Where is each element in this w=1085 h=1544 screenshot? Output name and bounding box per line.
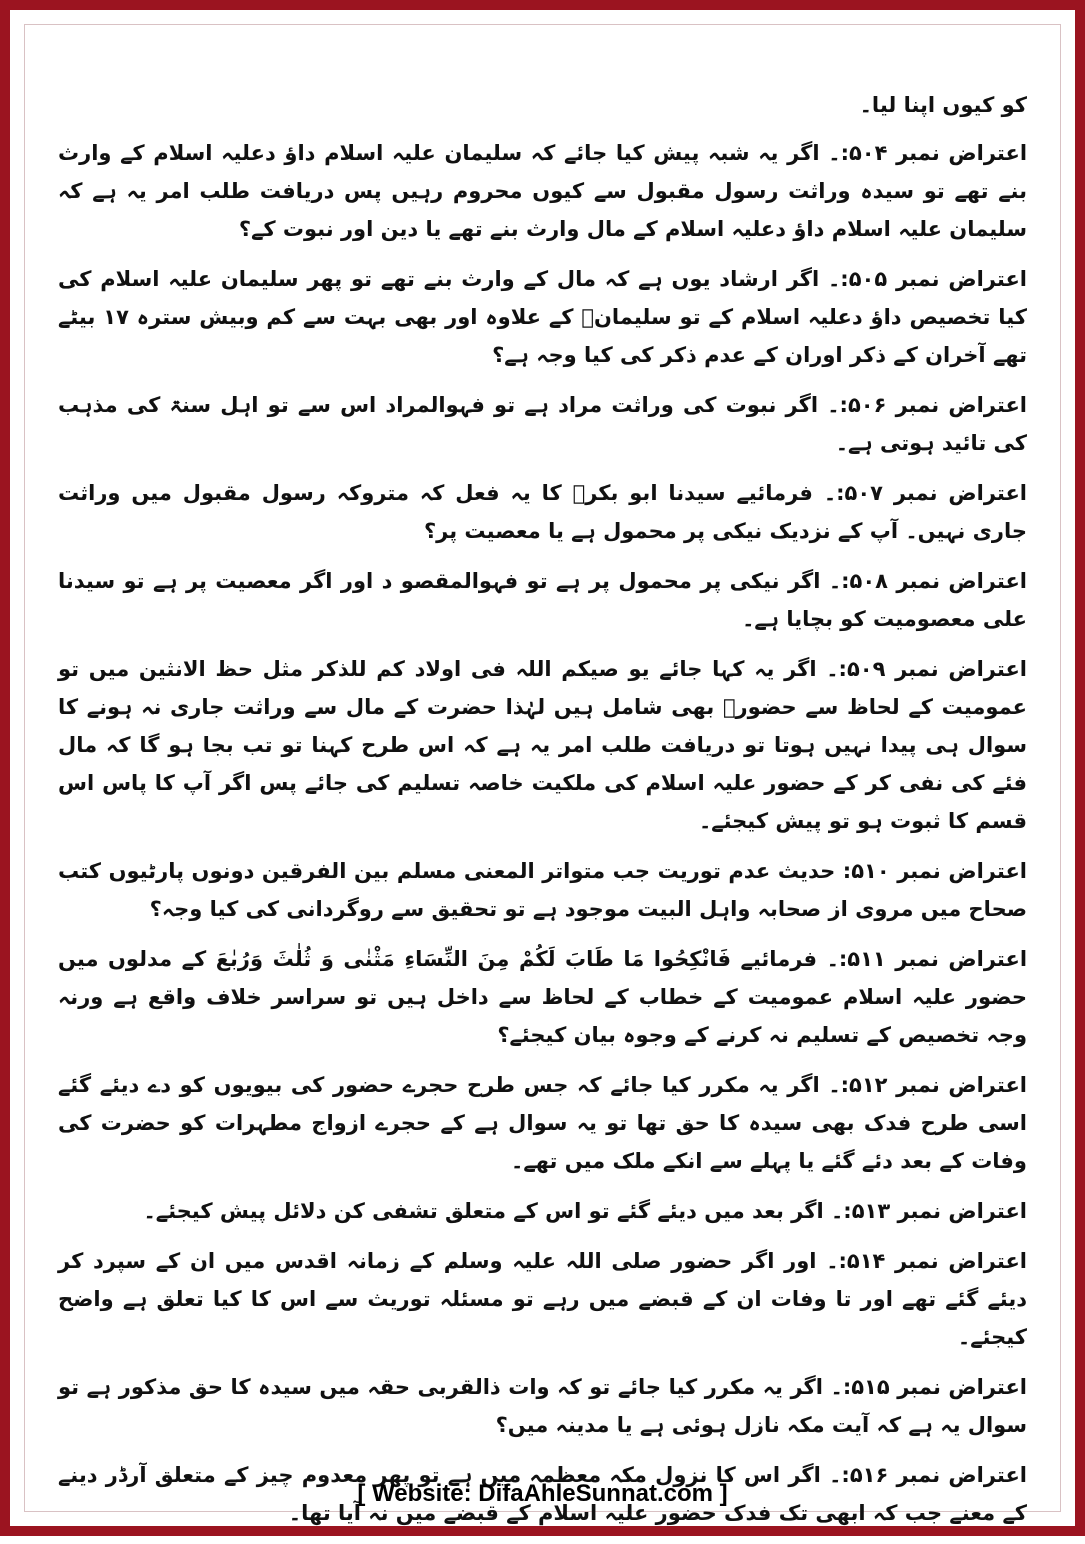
objection-label: اعتراض نمبر ۵۱۶:۔ <box>829 1463 1027 1487</box>
objection-514 <box>58 1242 1027 1356</box>
objection-label: اعتراض نمبر ۵۱۳:۔ <box>830 1199 1027 1223</box>
objection-515 <box>58 1368 1027 1444</box>
objection-511 <box>58 940 1027 1054</box>
document-body <box>58 86 1027 1544</box>
objection-text: اور اگر حضور صلی اللہ علیہ وسلم کے زمانہ اقدس میں ان کے سپرد کر دیئے گئے تھے اور تا وفات ان کے قبضے میں رہے تو مسئلہ توریث سے اس کا کیا تعلق ہے واضح کیجئے۔ <box>58 1249 1027 1349</box>
objection-text: اگر اس کا نزول مکہ معظمہ میں ہے تو پھر معدوم چیز کے متعلق آرڈر دینے کے معنے جب کہ ابھی تک فدک حضور علیہ اسلام کے قبضے میں نہ آیا تھا۔ <box>58 1463 1027 1525</box>
objection-text: اگر یہ مکرر کیا جائے کہ جس طرح حجرے حضور کی بیویوں کو دے دیئے گئے اسی طرح فدک بھی سیدہ کا حق تھا تو یہ سوال ہے کے حجرے ازواج مطہرات کو حضرت کی وفات کے بعد دئے گئے یا پہلے سے انکے ملک میں تھے۔ <box>58 1073 1027 1173</box>
website-footer: [ Website: DifaAhleSunnat.com ] <box>357 1480 728 1507</box>
objection-label: اعتراض نمبر ۵۰۴:۔ <box>828 141 1028 165</box>
objection-text: اگر یہ شبہ پیش کیا جائے کہ سلیمان علیہ اسلام داؤ دعلیہ اسلام کے وارث بنے تھے تو سیدہ وراثت رسول مقبول سے کیوں محروم رہیں پس دریافت طلب امر یہ ہے کہ سلیمان علیہ اسلام داؤ دعلیہ اسلام کے مال وارث بنے تھے یا دین اور نبوت کے؟ <box>58 141 1027 241</box>
objection-label: اعتراض نمبر ۵۰۵:۔ <box>828 267 1027 291</box>
objection-label: اعتراض نمبر ۵۰۸:۔ <box>828 569 1027 593</box>
objection-510 <box>58 852 1027 928</box>
objection-label: اعتراض نمبر ۵۱۵:۔ <box>830 1375 1028 1399</box>
objection-512 <box>58 1066 1027 1180</box>
objection-504 <box>58 134 1027 248</box>
intro-line: کو کیوں اپنا لیا۔ <box>859 93 1027 117</box>
objection-506 <box>58 386 1027 462</box>
objection-label: اعتراض نمبر ۵۱۴:۔ <box>826 1249 1027 1273</box>
objection-text: فرمائیے سیدنا ابو بکرؓ کا یہ فعل کہ متروکہ رسول مقبول میں وراثت جاری نہیں۔ آپ کے نزدیک نیکی پر محمول ہے یا معصیت پر؟ <box>58 481 1027 543</box>
objection-507 <box>58 474 1027 550</box>
objection-text: فرمائیے فَانْكِحُوا مَا طَابَ لَكُمْ مِنَ النِّسَاءِ مَثْنٰى وَ ثُلٰثَ وَرُبٰعَ کے مدلوں میں حضور علیہ اسلام عمومیت کے خطاب کے لحاظ سے داخل ہیں تو سراسر خلاف واقع ہے ورنہ وجہ تخصیص کے تسلیم نہ کرنے کے وجوہ بیان کیجئے؟ <box>58 947 1027 1047</box>
objection-text: اگر نیکی پر محمول پر ہے تو فہوالمقصو د اور اگر معصیت پر ہے تو سیدنا علی معصومیت کو بچایا ہے۔ <box>58 569 1027 631</box>
objection-text: اگر یہ مکرر کیا جائے تو کہ وات ذالقربی حقہ میں سیدہ کا حق مذکور ہے تو سوال یہ ہے کہ آیت مکہ نازل ہوئی ہے یا مدینہ میں؟ <box>58 1375 1027 1437</box>
objection-text: اگر نبوت کی وراثت مراد ہے تو فہوالمراد اس سے تو اہل سنۃ کی مذہب کی تائید ہوتی ہے۔ <box>58 393 1027 455</box>
objection-513 <box>58 1192 1027 1230</box>
objection-label: اعتراض نمبر ۵۱۲:۔ <box>828 1073 1027 1097</box>
objection-text: حدیث عدم توریت جب متواتر المعنی مسلم بین الفرقین دونوں پارٹیوں کتب صحاح میں مروی از صحابہ واہل البیت موجود ہے تو تحقیق سے روگردانی کی کیا وجہ؟ <box>58 859 1027 921</box>
objection-text: اگر بعد میں دیئے گئے تو اس کے متعلق تشفی کن دلائل پیش کیجئے۔ <box>143 1199 824 1223</box>
objection-label: اعتراض نمبر ۵۰۶:۔ <box>827 393 1028 417</box>
objection-label: اعتراض نمبر ۵۰۹:۔ <box>826 657 1027 681</box>
objection-505 <box>58 260 1027 374</box>
objection-509 <box>58 650 1027 840</box>
objection-text: اگر ارشاد یوں ہے کہ مال کے وارث بنے تھے تو پھر سلیمان علیہ اسلام کی کیا تخصیص داؤ دعلیہ اسلام کے تو سلیمانؑ کے علاوہ اور بھی بہت سے کم وبیش سترہ ۱۷ بیٹے تھے آخران کے ذکر اوران کے عدم ذکر کی کیا وجہ ہے؟ <box>58 267 1027 367</box>
objection-label: اعتراض نمبر ۵۱۰: <box>842 859 1027 883</box>
objection-text: اگر یہ کہا جائے یو صیکم اللہ فی اولاد کم للذکر مثل حظ الانثین میں تو عمومیت کے لحاظ سے حضورؐ بھی شامل ہیں لہٰذا حضرت کے مال سے وراثت جاری نہ ہونے کا سوال ہی پیدا نہیں ہوتا تو دریافت طلب امر یہ ہے کہ اس طرح کہنا تو تب بجا ہو گا کہ مال فئے کی نفی کر کے حضور علیہ اسلام کی ملکیت خاصہ تسلیم کی جائے پس اگر آپ کا پاس اس قسم کا ثبوت ہو تو پیش کیجئے۔ <box>58 657 1027 833</box>
objection-label: اعتراض نمبر ۵۱۱:۔ <box>826 947 1028 971</box>
objection-label: اعتراض نمبر ۵۰۷:۔ <box>823 481 1027 505</box>
objection-508 <box>58 562 1027 638</box>
